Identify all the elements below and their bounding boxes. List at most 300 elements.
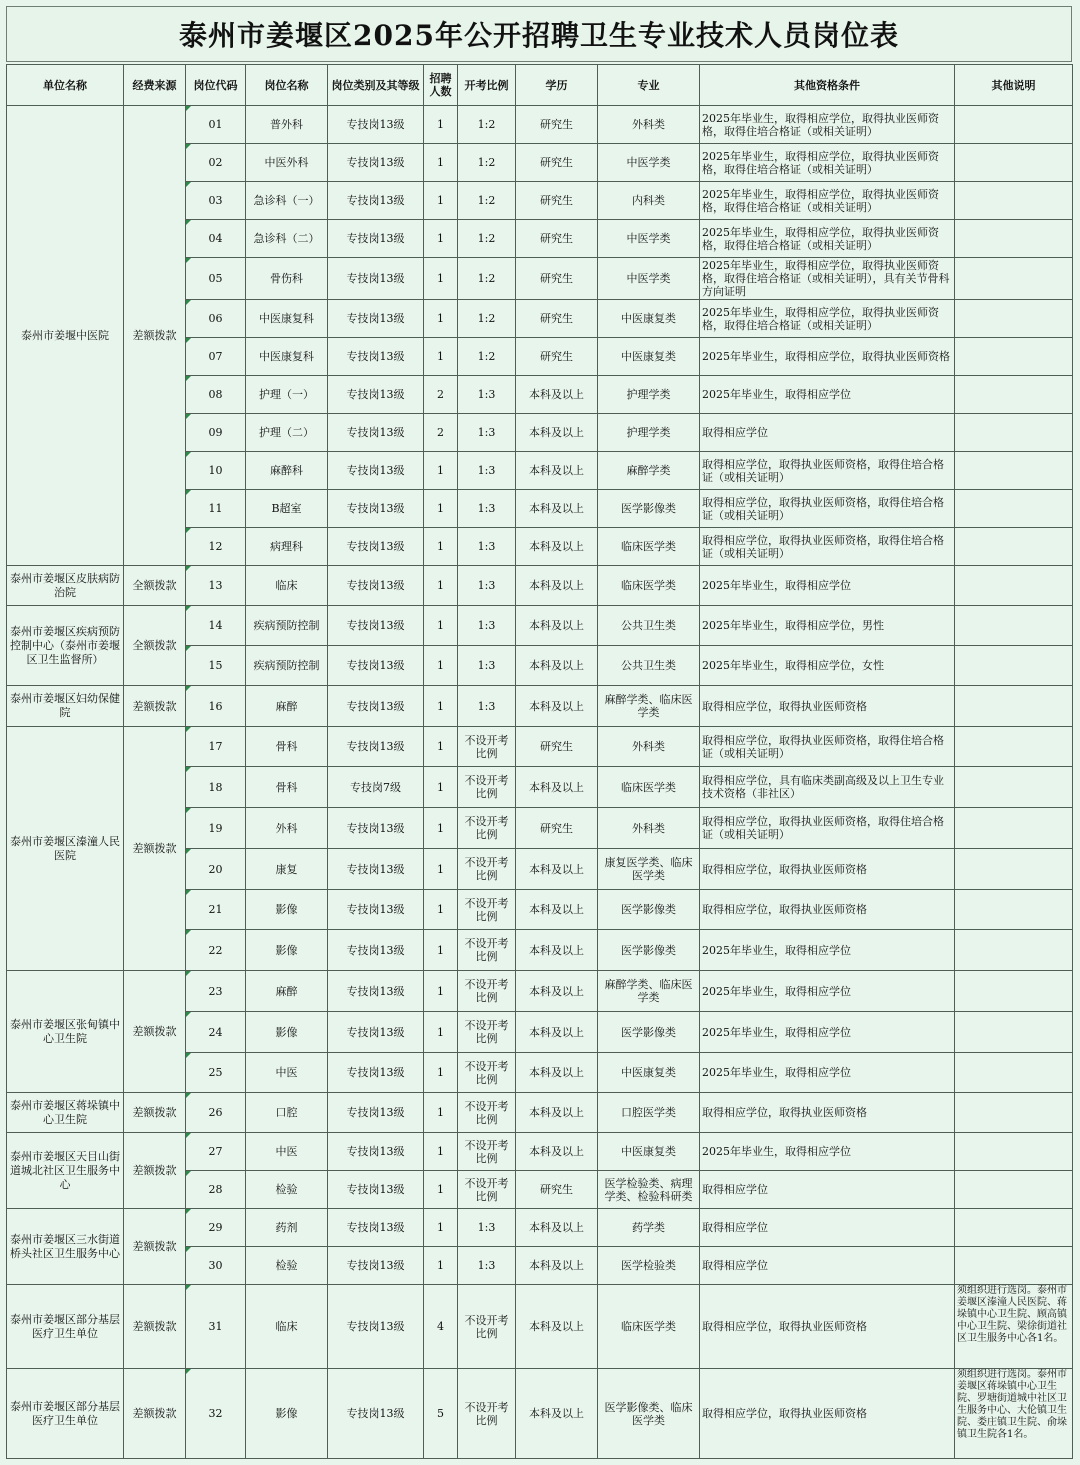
notes-cell [955, 1247, 1073, 1285]
education-cell: 研究生 [516, 220, 598, 258]
position-name-cell: 中医 [246, 1053, 328, 1093]
notes-cell [955, 144, 1073, 182]
position-name-cell: 护理（二） [246, 414, 328, 452]
conditions-cell: 取得相应学位，具有临床类副高级及以上卫生专业技术资格（非社区） [700, 767, 955, 808]
major-cell: 外科类 [598, 808, 700, 849]
notes-cell [955, 414, 1073, 452]
exam-ratio-cell: 1:3 [458, 414, 516, 452]
position-name-cell: 麻醉 [246, 686, 328, 727]
hire-count-cell: 1 [424, 808, 458, 849]
notes-cell [955, 182, 1073, 220]
education-cell: 本科及以上 [516, 1093, 598, 1133]
exam-ratio-cell: 1:2 [458, 144, 516, 182]
hire-count-cell: 2 [424, 376, 458, 414]
position-level-cell: 专技岗7级 [328, 767, 424, 808]
major-cell: 临床医学类 [598, 1285, 700, 1369]
position-name-cell: 临床 [246, 1285, 328, 1369]
position-code-cell: 09 [186, 414, 246, 452]
position-level-cell: 专技岗13级 [328, 849, 424, 890]
education-cell: 本科及以上 [516, 646, 598, 686]
education-cell: 本科及以上 [516, 930, 598, 971]
position-level-cell: 专技岗13级 [328, 376, 424, 414]
notes-cell [955, 1093, 1073, 1133]
position-code-cell: 19 [186, 808, 246, 849]
exam-ratio-cell: 不设开考比例 [458, 1369, 516, 1459]
education-cell: 本科及以上 [516, 1053, 598, 1093]
major-cell: 医学检验类 [598, 1247, 700, 1285]
conditions-cell: 取得相应学位，取得执业医师资格 [700, 1285, 955, 1369]
conditions-cell: 取得相应学位，取得执业医师资格，取得住培合格证（或相关证明） [700, 452, 955, 490]
position-name-cell: B超室 [246, 490, 328, 528]
position-level-cell: 专技岗13级 [328, 727, 424, 767]
education-cell: 研究生 [516, 106, 598, 144]
position-code-cell: 06 [186, 300, 246, 338]
position-code-cell: 25 [186, 1053, 246, 1093]
funding-source-cell: 差额拨款 [124, 1209, 186, 1285]
education-cell: 本科及以上 [516, 452, 598, 490]
conditions-cell: 取得相应学位，取得执业医师资格 [700, 1093, 955, 1133]
position-code-cell: 28 [186, 1171, 246, 1209]
notes-cell [955, 808, 1073, 849]
position-level-cell: 专技岗13级 [328, 182, 424, 220]
exam-ratio-cell: 1:3 [458, 606, 516, 646]
hire-count-cell: 1 [424, 566, 458, 606]
education-cell: 研究生 [516, 144, 598, 182]
position-name-cell: 骨伤科 [246, 258, 328, 300]
major-cell: 外科类 [598, 727, 700, 767]
exam-ratio-cell: 不设开考比例 [458, 1285, 516, 1369]
position-name-cell: 影像 [246, 890, 328, 930]
conditions-cell: 取得相应学位，取得执业医师资格，取得住培合格证（或相关证明） [700, 490, 955, 528]
conditions-cell: 取得相应学位 [700, 1247, 955, 1285]
header-education: 学历 [516, 65, 598, 106]
conditions-cell: 取得相应学位，取得执业医师资格 [700, 849, 955, 890]
hire-count-cell: 2 [424, 414, 458, 452]
funding-source-cell: 全额拨款 [124, 566, 186, 606]
header-unit: 单位名称 [7, 65, 124, 106]
exam-ratio-cell: 不设开考比例 [458, 808, 516, 849]
notes-cell [955, 300, 1073, 338]
notes-cell [955, 890, 1073, 930]
conditions-cell: 取得相应学位，取得执业医师资格 [700, 1369, 955, 1459]
major-cell: 麻醉学类、临床医学类 [598, 686, 700, 727]
notes-cell: 须组织进行选岗。泰州市姜堰区溱潼人民医院、蒋垛镇中心卫生院、顾高镇中心卫生院、梁徐街道社区卫生服务中心各1名。 [955, 1285, 1073, 1369]
major-cell: 护理学类 [598, 414, 700, 452]
notes-cell [955, 727, 1073, 767]
notes-cell [955, 528, 1073, 566]
position-level-cell: 专技岗13级 [328, 1209, 424, 1247]
exam-ratio-cell: 不设开考比例 [458, 930, 516, 971]
unit-name-cell: 泰州市姜堰区疾病预防控制中心（泰州市姜堰区卫生监督所） [7, 606, 124, 686]
conditions-cell: 2025年毕业生，取得相应学位 [700, 566, 955, 606]
position-name-cell: 口腔 [246, 1093, 328, 1133]
major-cell: 医学检验类、病理学类、检验科研类 [598, 1171, 700, 1209]
hire-count-cell: 5 [424, 1369, 458, 1459]
position-name-cell: 护理（一） [246, 376, 328, 414]
education-cell: 研究生 [516, 182, 598, 220]
major-cell: 内科类 [598, 182, 700, 220]
funding-source-cell: 差额拨款 [124, 106, 186, 566]
position-name-cell: 中医康复科 [246, 300, 328, 338]
position-code-cell: 31 [186, 1285, 246, 1369]
exam-ratio-cell: 不设开考比例 [458, 1012, 516, 1053]
conditions-cell: 取得相应学位 [700, 1209, 955, 1247]
position-code-cell: 17 [186, 727, 246, 767]
position-level-cell: 专技岗13级 [328, 300, 424, 338]
table-row [7, 1369, 1073, 1459]
unit-name-cell: 泰州市姜堰区张甸镇中心卫生院 [7, 971, 124, 1093]
major-cell: 中医学类 [598, 220, 700, 258]
table-row [7, 606, 1073, 646]
funding-source-cell: 差额拨款 [124, 1285, 186, 1369]
position-name-cell: 检验 [246, 1247, 328, 1285]
funding-source-cell: 差额拨款 [124, 1093, 186, 1133]
position-name-cell: 麻醉科 [246, 452, 328, 490]
unit-name-cell: 泰州市姜堰区部分基层医疗卫生单位 [7, 1369, 124, 1459]
hire-count-cell: 4 [424, 1285, 458, 1369]
funding-source-cell: 差额拨款 [124, 727, 186, 971]
header-level: 岗位类别及其等级 [328, 65, 424, 106]
position-name-cell: 疾病预防控制 [246, 606, 328, 646]
position-name-cell: 骨科 [246, 767, 328, 808]
major-cell: 药学类 [598, 1209, 700, 1247]
conditions-cell: 取得相应学位 [700, 414, 955, 452]
education-cell: 本科及以上 [516, 971, 598, 1012]
table-body [7, 106, 1073, 1459]
notes-cell [955, 767, 1073, 808]
position-level-cell: 专技岗13级 [328, 686, 424, 727]
notes-cell [955, 106, 1073, 144]
position-code-cell: 08 [186, 376, 246, 414]
position-name-cell: 影像 [246, 1012, 328, 1053]
hire-count-cell: 1 [424, 1133, 458, 1171]
position-code-cell: 10 [186, 452, 246, 490]
funding-source-cell: 差额拨款 [124, 1369, 186, 1459]
exam-ratio-cell: 1:2 [458, 300, 516, 338]
position-level-cell: 专技岗13级 [328, 1247, 424, 1285]
education-cell: 研究生 [516, 808, 598, 849]
major-cell: 麻醉学类、临床医学类 [598, 971, 700, 1012]
position-level-cell: 专技岗13级 [328, 1053, 424, 1093]
notes-cell [955, 452, 1073, 490]
position-code-cell: 12 [186, 528, 246, 566]
conditions-cell: 2025年毕业生，取得相应学位 [700, 1053, 955, 1093]
position-code-cell: 14 [186, 606, 246, 646]
exam-ratio-cell: 1:3 [458, 646, 516, 686]
conditions-cell: 2025年毕业生，取得相应学位，取得执业医师资格，取得住培合格证（或相关证明），具有关节骨科方向证明 [700, 258, 955, 300]
position-code-cell: 29 [186, 1209, 246, 1247]
table-row [7, 1209, 1073, 1247]
notes-cell [955, 490, 1073, 528]
exam-ratio-cell: 1:3 [458, 490, 516, 528]
education-cell: 本科及以上 [516, 1012, 598, 1053]
major-cell: 中医康复类 [598, 338, 700, 376]
notes-cell [955, 971, 1073, 1012]
hire-count-cell: 1 [424, 930, 458, 971]
header-major: 专业 [598, 65, 700, 106]
notes-cell [955, 1133, 1073, 1171]
position-level-cell: 专技岗13级 [328, 1171, 424, 1209]
position-name-cell: 外科 [246, 808, 328, 849]
position-code-cell: 11 [186, 490, 246, 528]
position-code-cell: 30 [186, 1247, 246, 1285]
funding-source-cell: 差额拨款 [124, 1133, 186, 1209]
education-cell: 本科及以上 [516, 1133, 598, 1171]
hire-count-cell: 1 [424, 1209, 458, 1247]
education-cell: 本科及以上 [516, 767, 598, 808]
unit-name-cell: 泰州市姜堰区天目山街道城北社区卫生服务中心 [7, 1133, 124, 1209]
position-level-cell: 专技岗13级 [328, 528, 424, 566]
exam-ratio-cell: 不设开考比例 [458, 1133, 516, 1171]
conditions-cell: 取得相应学位，取得执业医师资格，取得住培合格证（或相关证明） [700, 808, 955, 849]
education-cell: 本科及以上 [516, 1209, 598, 1247]
major-cell: 护理学类 [598, 376, 700, 414]
education-cell: 本科及以上 [516, 606, 598, 646]
major-cell: 外科类 [598, 106, 700, 144]
position-level-cell: 专技岗13级 [328, 606, 424, 646]
unit-name-cell: 泰州市姜堰区蒋垛镇中心卫生院 [7, 1093, 124, 1133]
exam-ratio-cell: 1:3 [458, 452, 516, 490]
table-row [7, 1285, 1073, 1369]
major-cell: 医学影像类 [598, 930, 700, 971]
position-level-cell: 专技岗13级 [328, 930, 424, 971]
major-cell: 临床医学类 [598, 767, 700, 808]
exam-ratio-cell: 1:3 [458, 1247, 516, 1285]
notes-cell [955, 606, 1073, 646]
conditions-cell: 2025年毕业生，取得相应学位 [700, 971, 955, 1012]
hire-count-cell: 1 [424, 490, 458, 528]
exam-ratio-cell: 1:3 [458, 1209, 516, 1247]
position-level-cell: 专技岗13级 [328, 452, 424, 490]
position-code-cell: 07 [186, 338, 246, 376]
major-cell: 医学影像类 [598, 1012, 700, 1053]
position-code-cell: 18 [186, 767, 246, 808]
table-row [7, 727, 1073, 767]
conditions-cell: 2025年毕业生，取得相应学位，取得执业医师资格，取得住培合格证（或相关证明） [700, 144, 955, 182]
page-title: 泰州市姜堰区2025年公开招聘卫生专业技术人员岗位表 [6, 6, 1072, 62]
position-code-cell: 03 [186, 182, 246, 220]
position-code-cell: 27 [186, 1133, 246, 1171]
conditions-cell: 2025年毕业生，取得相应学位 [700, 930, 955, 971]
position-code-cell: 32 [186, 1369, 246, 1459]
major-cell: 口腔医学类 [598, 1093, 700, 1133]
conditions-cell: 2025年毕业生，取得相应学位 [700, 1012, 955, 1053]
notes-cell [955, 338, 1073, 376]
position-name-cell: 中医外科 [246, 144, 328, 182]
funding-source-cell: 差额拨款 [124, 686, 186, 727]
conditions-cell: 2025年毕业生，取得相应学位，取得执业医师资格，取得住培合格证（或相关证明） [700, 182, 955, 220]
conditions-cell: 取得相应学位，取得执业医师资格 [700, 686, 955, 727]
exam-ratio-cell: 不设开考比例 [458, 849, 516, 890]
header-conditions: 其他资格条件 [700, 65, 955, 106]
position-name-cell: 骨科 [246, 727, 328, 767]
header-funding: 经费来源 [124, 65, 186, 106]
exam-ratio-cell: 不设开考比例 [458, 1171, 516, 1209]
notes-cell [955, 1171, 1073, 1209]
position-name-cell: 病理科 [246, 528, 328, 566]
position-name-cell: 麻醉 [246, 971, 328, 1012]
education-cell: 本科及以上 [516, 1247, 598, 1285]
education-cell: 研究生 [516, 1171, 598, 1209]
header-notes: 其他说明 [955, 65, 1073, 106]
notes-cell [955, 1012, 1073, 1053]
position-code-cell: 02 [186, 144, 246, 182]
major-cell: 中医康复类 [598, 1053, 700, 1093]
exam-ratio-cell: 1:2 [458, 106, 516, 144]
notes-cell [955, 849, 1073, 890]
major-cell: 临床医学类 [598, 528, 700, 566]
exam-ratio-cell: 不设开考比例 [458, 971, 516, 1012]
exam-ratio-cell: 1:2 [458, 182, 516, 220]
major-cell: 公共卫生类 [598, 606, 700, 646]
table-row [7, 106, 1073, 144]
position-name-cell: 影像 [246, 1369, 328, 1459]
hire-count-cell: 1 [424, 1171, 458, 1209]
funding-source-cell: 全额拨款 [124, 606, 186, 686]
position-code-cell: 15 [186, 646, 246, 686]
position-name-cell: 临床 [246, 566, 328, 606]
position-code-cell: 21 [186, 890, 246, 930]
exam-ratio-cell: 1:3 [458, 528, 516, 566]
positions-table [6, 64, 1073, 1459]
major-cell: 公共卫生类 [598, 646, 700, 686]
exam-ratio-cell: 不设开考比例 [458, 1053, 516, 1093]
education-cell: 本科及以上 [516, 566, 598, 606]
education-cell: 本科及以上 [516, 686, 598, 727]
notes-cell [955, 566, 1073, 606]
position-name-cell: 中医 [246, 1133, 328, 1171]
conditions-cell: 2025年毕业生，取得相应学位，取得执业医师资格，取得住培合格证（或相关证明） [700, 300, 955, 338]
position-name-cell: 检验 [246, 1171, 328, 1209]
major-cell: 中医康复类 [598, 1133, 700, 1171]
conditions-cell: 2025年毕业生，取得相应学位，男性 [700, 606, 955, 646]
exam-ratio-cell: 1:2 [458, 258, 516, 300]
position-level-cell: 专技岗13级 [328, 258, 424, 300]
conditions-cell: 2025年毕业生，取得相应学位，取得执业医师资格，取得住培合格证（或相关证明） [700, 220, 955, 258]
exam-ratio-cell: 不设开考比例 [458, 727, 516, 767]
notes-cell [955, 646, 1073, 686]
major-cell: 中医康复类 [598, 300, 700, 338]
unit-name-cell: 泰州市姜堰区部分基层医疗卫生单位 [7, 1285, 124, 1369]
education-cell: 研究生 [516, 727, 598, 767]
education-cell: 研究生 [516, 338, 598, 376]
header-code: 岗位代码 [186, 65, 246, 106]
position-name-cell: 影像 [246, 930, 328, 971]
major-cell: 医学影像类、临床医学类 [598, 1369, 700, 1459]
conditions-cell: 2025年毕业生，取得相应学位 [700, 376, 955, 414]
hire-count-cell: 1 [424, 1093, 458, 1133]
position-level-cell: 专技岗13级 [328, 1093, 424, 1133]
position-name-cell: 康复 [246, 849, 328, 890]
hire-count-cell: 1 [424, 528, 458, 566]
position-name-cell: 普外科 [246, 106, 328, 144]
position-code-cell: 04 [186, 220, 246, 258]
education-cell: 本科及以上 [516, 490, 598, 528]
table-row [7, 971, 1073, 1012]
position-level-cell: 专技岗13级 [328, 971, 424, 1012]
hire-count-cell: 1 [424, 1053, 458, 1093]
position-level-cell: 专技岗13级 [328, 808, 424, 849]
conditions-cell: 2025年毕业生，取得相应学位，女性 [700, 646, 955, 686]
position-level-cell: 专技岗13级 [328, 490, 424, 528]
exam-ratio-cell: 不设开考比例 [458, 767, 516, 808]
unit-name-cell: 泰州市姜堰中医院 [7, 106, 124, 566]
hire-count-cell: 1 [424, 182, 458, 220]
conditions-cell: 取得相应学位，取得执业医师资格 [700, 890, 955, 930]
notes-cell [955, 376, 1073, 414]
hire-count-cell: 1 [424, 646, 458, 686]
hire-count-cell: 1 [424, 686, 458, 727]
position-code-cell: 23 [186, 971, 246, 1012]
hire-count-cell: 1 [424, 220, 458, 258]
unit-name-cell: 泰州市姜堰区三水街道桥头社区卫生服务中心 [7, 1209, 124, 1285]
position-level-cell: 专技岗13级 [328, 1012, 424, 1053]
position-level-cell: 专技岗13级 [328, 144, 424, 182]
exam-ratio-cell: 1:3 [458, 566, 516, 606]
education-cell: 本科及以上 [516, 890, 598, 930]
hire-count-cell: 1 [424, 144, 458, 182]
notes-cell [955, 258, 1073, 300]
unit-name-cell: 泰州市姜堰区溱潼人民医院 [7, 727, 124, 971]
table-row [7, 686, 1073, 727]
position-code-cell: 20 [186, 849, 246, 890]
position-level-cell: 专技岗13级 [328, 890, 424, 930]
table-row [7, 1133, 1073, 1171]
conditions-cell: 取得相应学位，取得执业医师资格，取得住培合格证（或相关证明） [700, 528, 955, 566]
hire-count-cell: 1 [424, 727, 458, 767]
education-cell: 本科及以上 [516, 376, 598, 414]
conditions-cell: 2025年毕业生，取得相应学位，取得执业医师资格，取得住培合格证（或相关证明） [700, 106, 955, 144]
notes-cell [955, 1209, 1073, 1247]
position-level-cell: 专技岗13级 [328, 1285, 424, 1369]
hire-count-cell: 1 [424, 890, 458, 930]
exam-ratio-cell: 1:2 [458, 220, 516, 258]
exam-ratio-cell: 1:3 [458, 376, 516, 414]
position-level-cell: 专技岗13级 [328, 1369, 424, 1459]
exam-ratio-cell: 不设开考比例 [458, 890, 516, 930]
education-cell: 本科及以上 [516, 849, 598, 890]
header-ratio: 开考比例 [458, 65, 516, 106]
position-code-cell: 22 [186, 930, 246, 971]
major-cell: 医学影像类 [598, 490, 700, 528]
header-count: 招聘人数 [424, 65, 458, 106]
education-cell: 本科及以上 [516, 1285, 598, 1369]
major-cell: 临床医学类 [598, 566, 700, 606]
hire-count-cell: 1 [424, 1012, 458, 1053]
position-level-cell: 专技岗13级 [328, 646, 424, 686]
hire-count-cell: 1 [424, 849, 458, 890]
notes-cell [955, 220, 1073, 258]
position-name-cell: 药剂 [246, 1209, 328, 1247]
position-level-cell: 专技岗13级 [328, 220, 424, 258]
hire-count-cell: 1 [424, 258, 458, 300]
notes-cell [955, 1053, 1073, 1093]
position-code-cell: 24 [186, 1012, 246, 1053]
major-cell: 麻醉学类 [598, 452, 700, 490]
hire-count-cell: 1 [424, 606, 458, 646]
education-cell: 本科及以上 [516, 1369, 598, 1459]
position-level-cell: 专技岗13级 [328, 1133, 424, 1171]
conditions-cell: 2025年毕业生，取得相应学位 [700, 1133, 955, 1171]
hire-count-cell: 1 [424, 338, 458, 376]
hire-count-cell: 1 [424, 971, 458, 1012]
conditions-cell: 2025年毕业生，取得相应学位，取得执业医师资格 [700, 338, 955, 376]
position-code-cell: 05 [186, 258, 246, 300]
table-row [7, 566, 1073, 606]
position-level-cell: 专技岗13级 [328, 106, 424, 144]
major-cell: 康复医学类、临床医学类 [598, 849, 700, 890]
position-level-cell: 专技岗13级 [328, 338, 424, 376]
